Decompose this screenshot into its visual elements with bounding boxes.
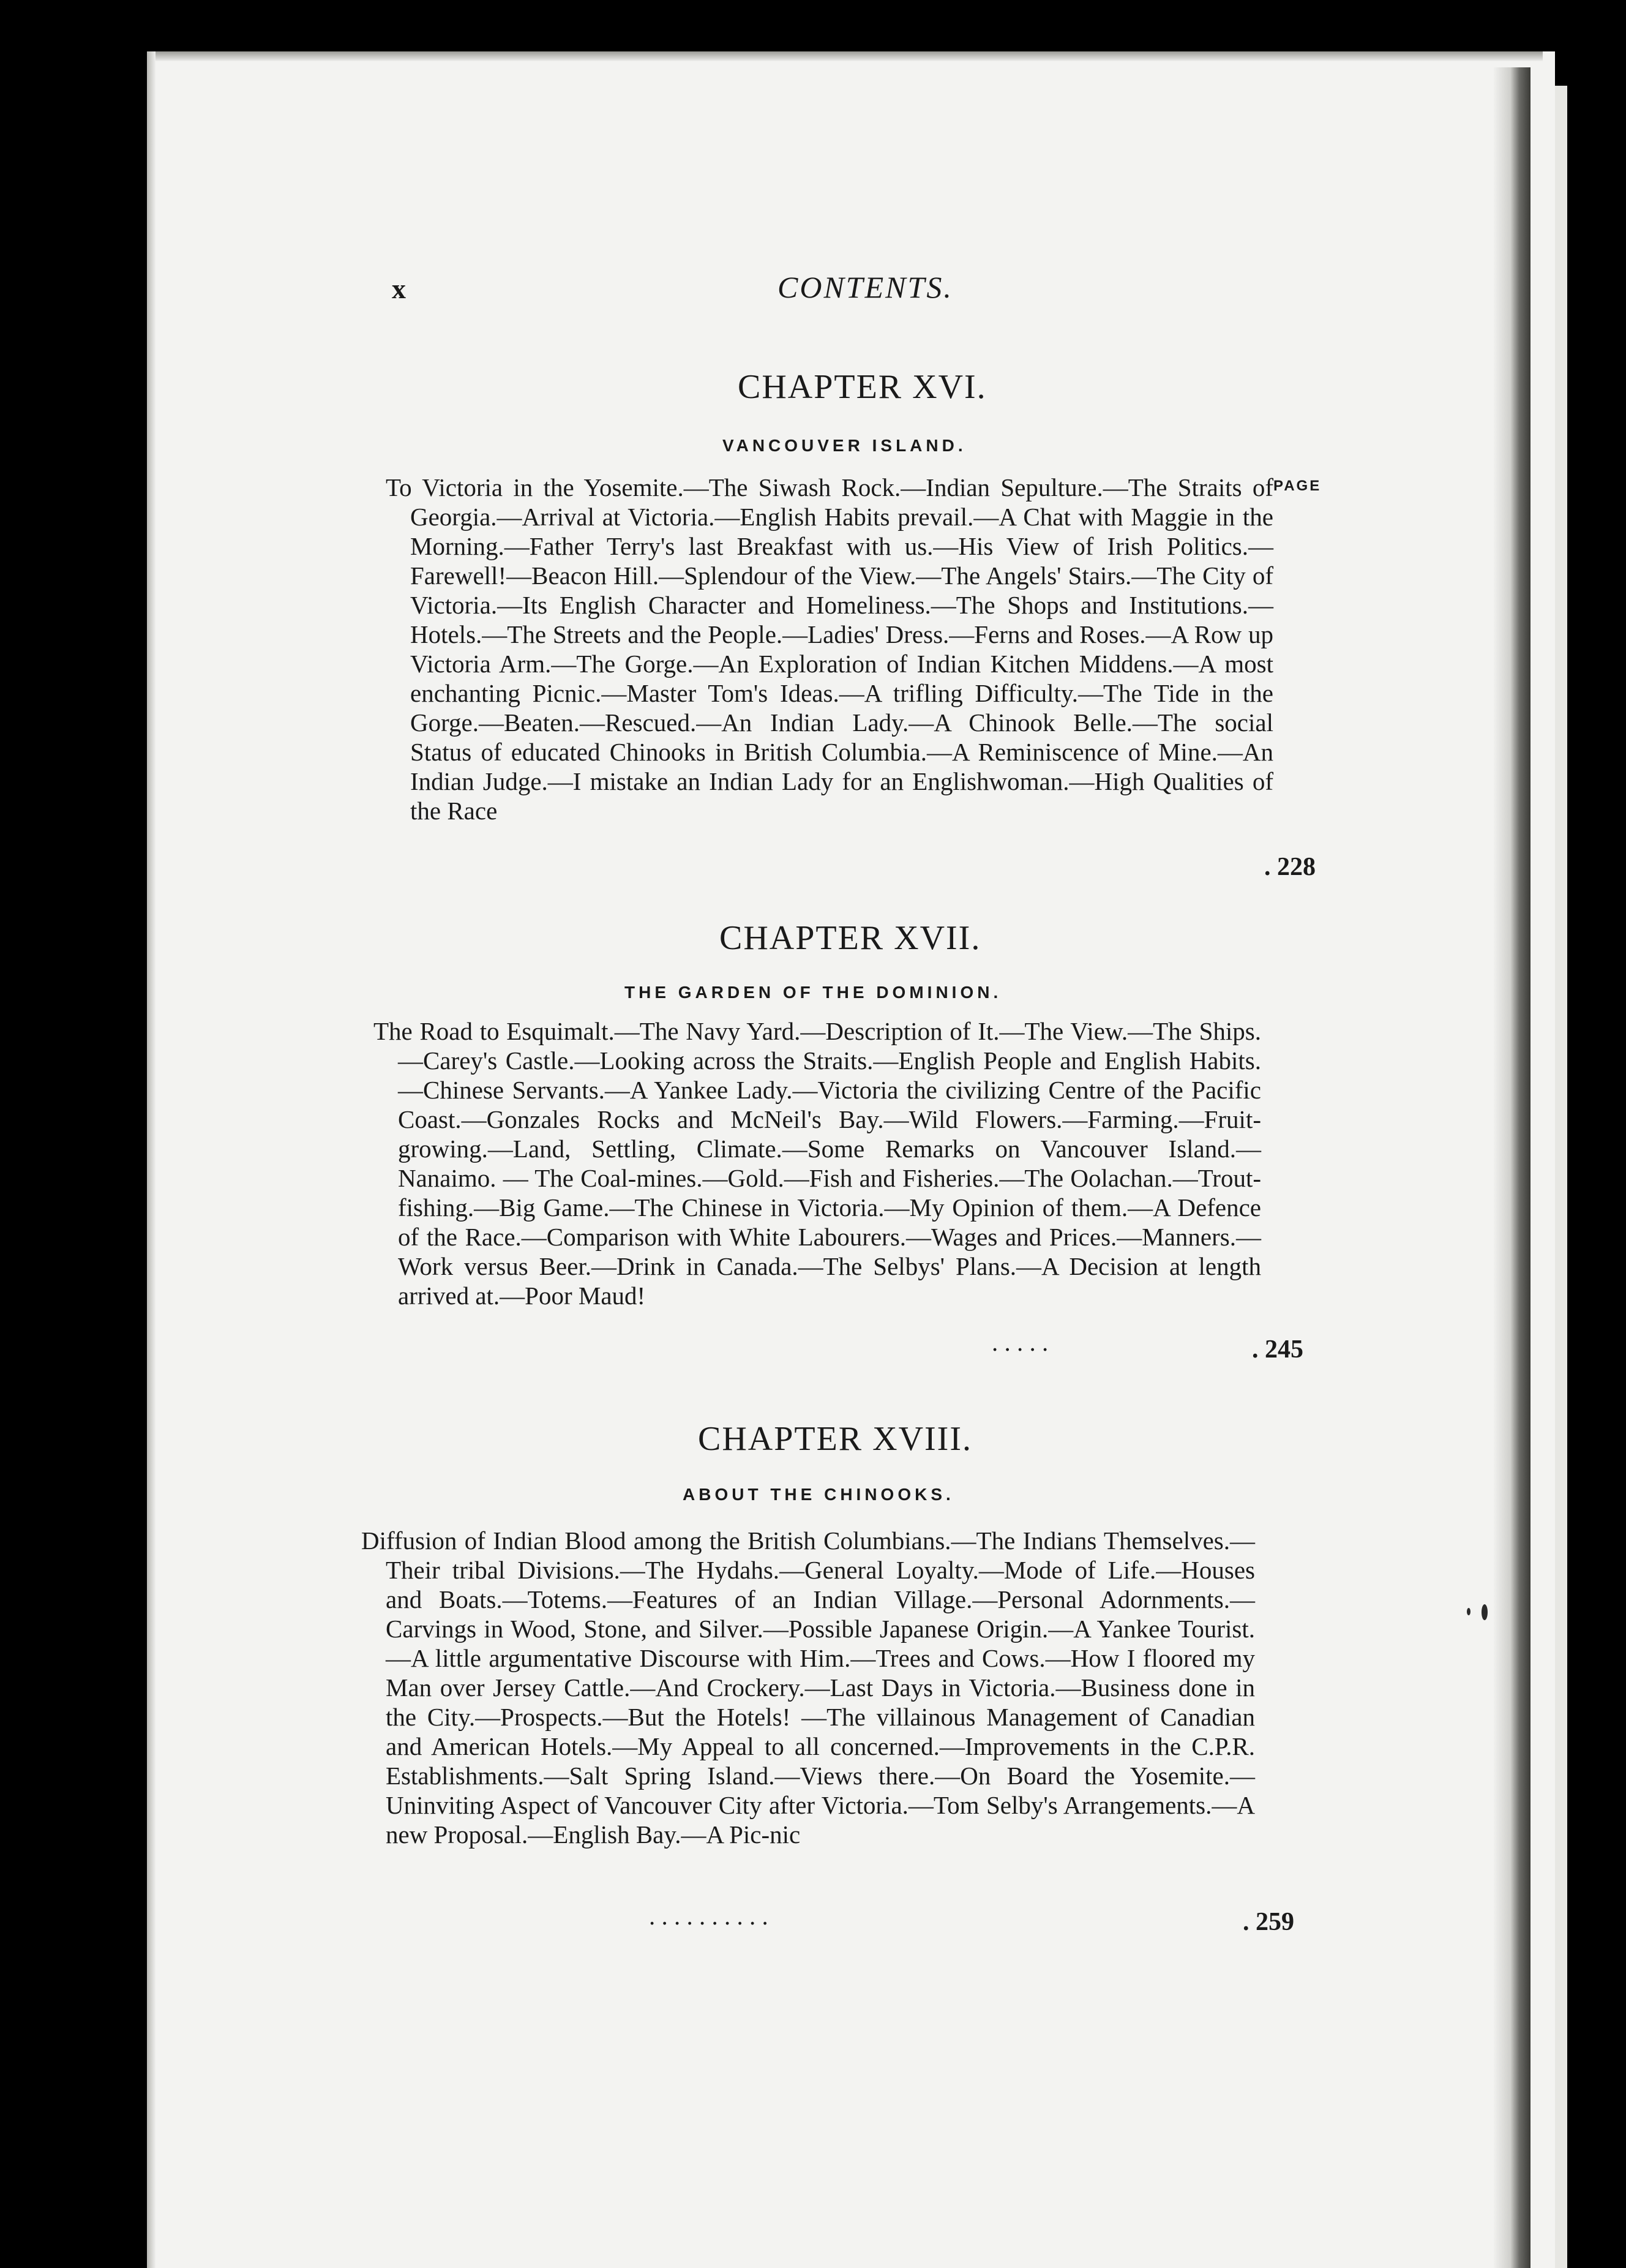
chapter-synopsis [361,1526,1255,1849]
dot-leaders: . . . . . [992,1328,1049,1356]
running-head: CONTENTS. [777,270,953,304]
page-number: . 228 [1264,853,1316,881]
synopsis-text: Diffusion of Indian Blood among the British Columbians.—The Indians Themselves.—Their tribal Divisions.—The Hydahs.—General Loyalty.—Mode of Life.—Houses and Boats.—Totems.—Features of an Indian Village.—Personal Adornments.—Carvings in Wood, Stone, and Silver.—Possible Japanese Origin.—A Yankee Tourist.—A little argumentative Discourse with Him.—Trees and Cows.—How I floored my Man over Jersey Cattle.—And Crockery.—Last Days in Victoria.—Business done in the City.—Prospects.—But the Hotels! —The villainous Management of Canadian and American Hotels.—My Appeal to all concerned.—Improvements in the C.P.R. Establishments.—Salt Spring Island.—Views there.—On Board the Yosemite.—Uninviting Aspect of Vancouver City after Victoria.—Tom Selby's Arrangements.—A new Proposal.—English Bay.—A Pic-nic [361,1526,1255,1849]
chapter-title: CHAPTER XVIII. [698,1420,972,1458]
chapter-title: CHAPTER XVII. [719,919,981,957]
page-left-edge [147,51,155,2268]
scan-mark [1467,1608,1471,1615]
synopsis-text: To Victoria in the Yosemite.—The Siwash Rock.—Indian Sepulture.—The Straits of Georgia.—Arrival at Victoria.—English Habits prevail.—A Chat with Maggie in the Morning.—Father Terry's last Breakfast with us.—His View of Irish Politics.—Farewell!—Beacon Hill.—Splendour of the View.—The Angels' Stairs.—The City of Victoria.—Its English Character and Homeliness.—The Shops and Institutions.—Hotels.—The Streets and the People.—Ladies' Dress.—Ferns and Roses.—A Row up Victoria Arm.—The Gorge.—An Exploration of Indian Kitchen Middens.—A most enchanting Picnic.—Master Tom's Ideas.—A trifling Difficulty.—The Tide in the Gorge.—Beaten.—Rescued.—An Indian Lady.—A Chinook Belle.—The social Status of educated Chinooks in British Columbia.—A Reminiscence of Mine.—An Indian Judge.—I mistake an Indian Lady for an Englishwoman.—High Qualities of the Race [386,473,1273,825]
synopsis-text: The Road to Esquimalt.—The Navy Yard.—Description of It.—The View.—The Ships.—Carey's Castle.—Looking across the Straits.—English People and English Habits.—Chinese Servants.—A Yankee Lady.—Victoria the civilizing Centre of the Pacific Coast.—Gonzales Rocks and McNeil's Bay.—Wild Flowers.—Farming.—Fruit-growing.—Land, Settling, Climate.—Some Remarks on Vancouver Island.— Nanaimo. — The Coal-mines.—Gold.—Fish and Fisheries.—The Oolachan.—Trout-fishing.—Big Game.—The Chinese in Victoria.—My Opinion of them.—A Defence of the Race.—Comparison with White Labourers.—Wages and Prices.—Manners.—Work versus Beer.—Drink in Canada.—The Selbys' Plans.—A Decision at length arrived at.—Poor Maud! [373,1017,1261,1310]
page-number-value: 259 [1256,1908,1294,1936]
page-number-value: 228 [1277,853,1316,881]
chapter-subtitle: THE GARDEN OF THE DOMINION. [624,983,1002,1002]
chapter-synopsis [373,1016,1261,1310]
chapter-title: CHAPTER XVI. [738,368,987,406]
page-top-edge [147,51,1543,61]
dot-leaders: . . . . . . . . . . [649,1902,768,1930]
page-folio: x [392,273,406,304]
page-number-value: 245 [1265,1335,1303,1364]
page-column-label: PAGE [1273,478,1322,494]
page-number: . 259 [1243,1908,1294,1936]
chapter-subtitle: VANCOUVER ISLAND. [722,436,967,455]
page-number: . 245 [1252,1335,1303,1364]
scan-mark [1482,1604,1488,1620]
chapter-subtitle: ABOUT THE CHINOOKS. [683,1485,954,1504]
chapter-synopsis [386,473,1273,825]
page-gutter-shadow [1494,67,1530,2268]
